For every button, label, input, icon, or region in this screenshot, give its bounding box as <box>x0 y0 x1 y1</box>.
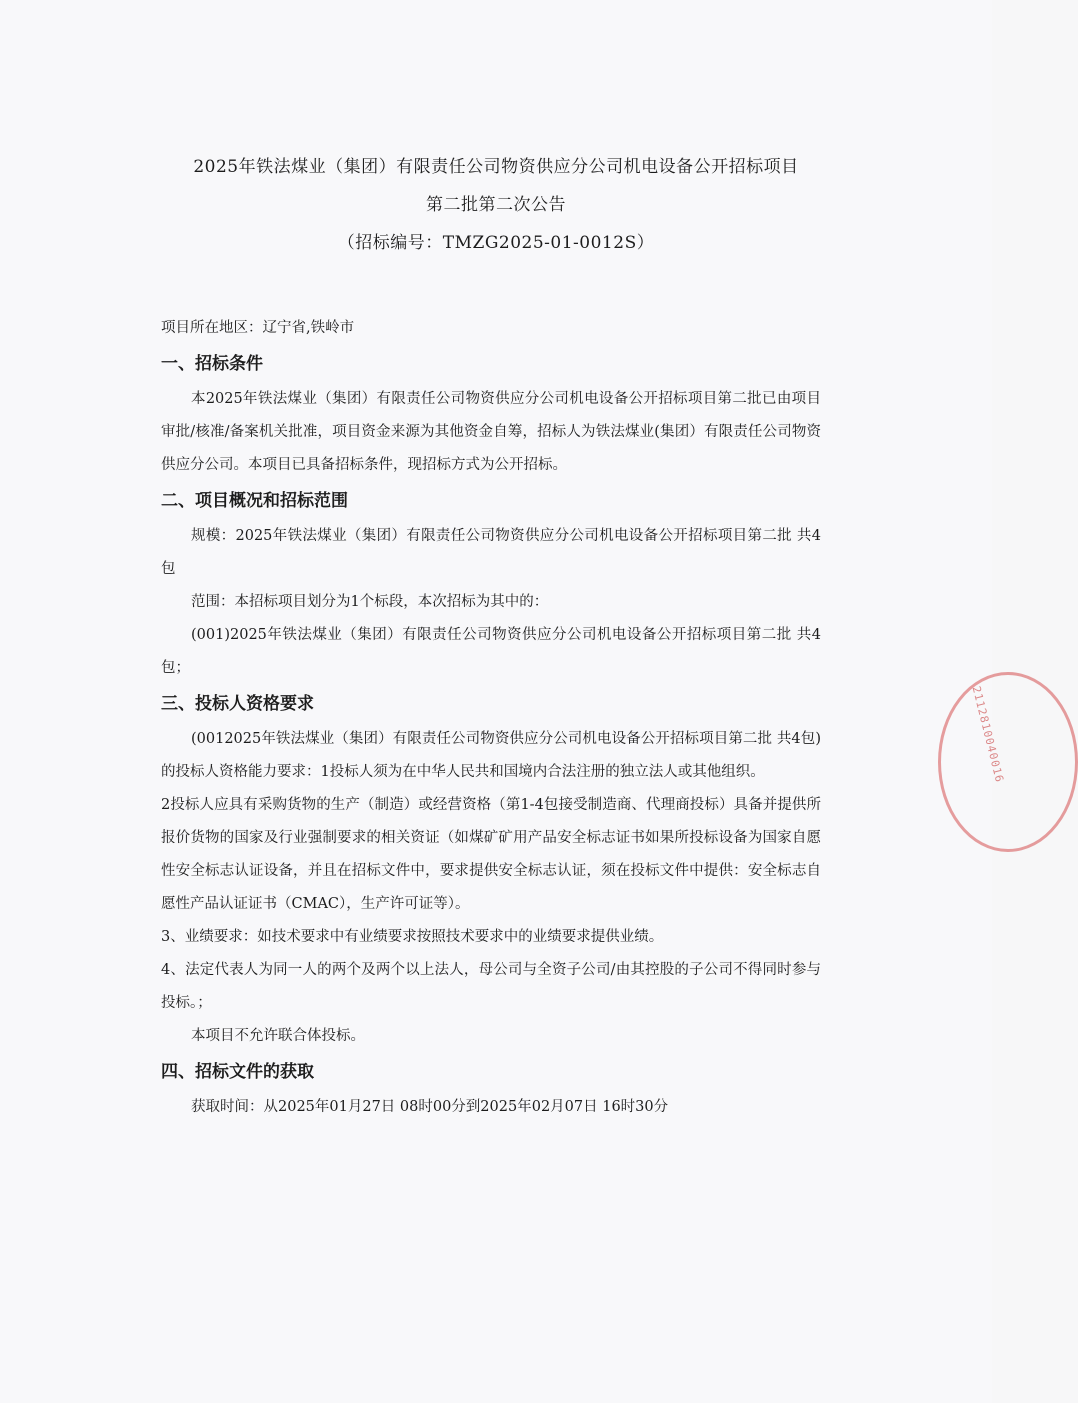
qualification-paragraph-2: 2投标人应具有采购货物的生产（制造）或经营资格（第1-4包接受制造商、代理商投标）具备并提供所报价货物的国家及行业强制要求的相关资证（如煤矿矿用产品安全标志证书如果所投标设备为国家自愿性安全标志认证设备，并且在招标文件中，要求提供安全标志认证，须在投标文件中提供：安全标志自愿性产品认证证书（CMAC），生产许可证等）。 <box>161 797 821 912</box>
document-title-line1: 2025年铁法煤业（集团）有限责任公司物资供应分公司机电设备公开招标项目 <box>193 157 799 177</box>
project-scale-paragraph: 规模：2025年铁法煤业（集团）有限责任公司物资供应分公司机电设备公开招标项目第二批 共4包 <box>161 528 821 577</box>
seal-number-text: 2112810040016 <box>969 684 1007 785</box>
qualification-paragraph-3: 3、业绩要求：如技术要求中有业绩要求按照技术要求中的业绩要求提供业绩。 <box>161 929 664 945</box>
project-lot-paragraph: (001)2025年铁法煤业（集团）有限责任公司物资供应分公司机电设备公开招标项目第二批 共4包； <box>161 627 821 676</box>
bid-number: （招标编号：TMZG2025-01-0012S） <box>337 233 655 253</box>
project-scope-paragraph: 范围：本招标项目划分为1个标段，本次招标为其中的： <box>191 594 549 610</box>
joint-bid-note: 本项目不允许联合体投标。 <box>191 1028 365 1044</box>
qualification-paragraph-1: (0012025年铁法煤业（集团）有限责任公司物资供应分公司机电设备公开招标项目第二批 共4包)的投标人资格能力要求：1投标人须为在中华人民共和国境内合法注册的独立法人或其他组织。 <box>161 731 821 780</box>
project-location: 项目所在地区：辽宁省,铁岭市 <box>161 320 355 336</box>
document-title-line2: 第二批第二次公告 <box>426 195 566 215</box>
section-heading-tender-conditions: 一、招标条件 <box>161 354 263 374</box>
document-body <box>161 312 821 1124</box>
tender-conditions-paragraph: 本2025年铁法煤业（集团）有限责任公司物资供应分公司机电设备公开招标项目第二批已由项目审批/核准/备案机关批准，项目资金来源为其他资金自筹，招标人为铁法煤业(集团）有限责任公司物资供应分公司。本项目已具备招标条件，现招标方式为公开招标。 <box>161 391 821 473</box>
qualification-paragraph-4: 4、法定代表人为同一人的两个及两个以上法人，母公司与全资子公司/由其控股的子公司不得同时参与投标。； <box>161 962 821 1011</box>
section-heading-tender-documents: 四、招标文件的获取 <box>161 1062 314 1082</box>
document-acquisition-time: 获取时间：从2025年01月27日 08时00分到2025年02月07日 16时30分 <box>191 1099 669 1115</box>
section-heading-bidder-qualifications: 三、投标人资格要求 <box>161 694 314 714</box>
section-heading-project-overview: 二、项目概况和招标范围 <box>161 491 348 511</box>
